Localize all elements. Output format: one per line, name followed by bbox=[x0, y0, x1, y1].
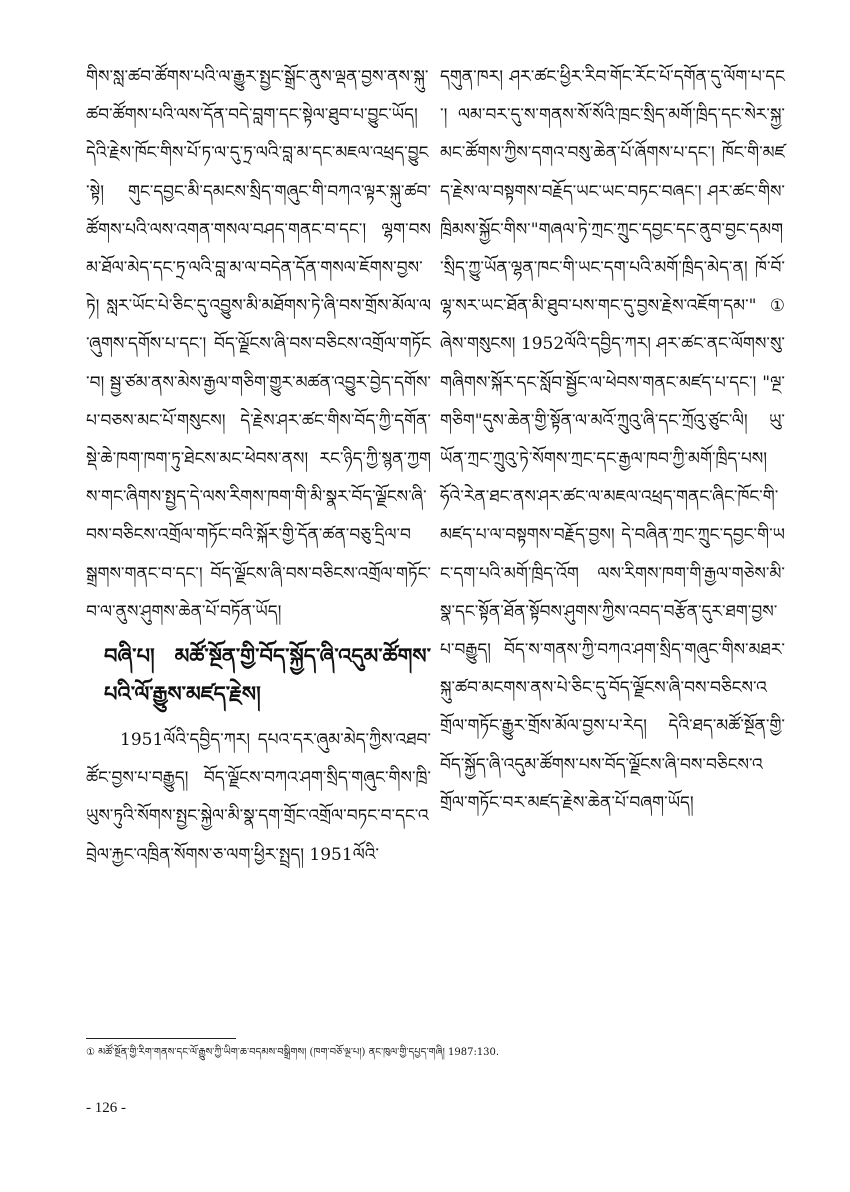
right-paragraph-1: དགུན་ཁར། ཤར་ཚང་ཕྱིར་རིབ་གོང་རོང་པོ་དགོན་དུ་ལོག་པ་དང་། ལམ་བར་དུ་ས་གནས་སོ་སོའི་ཁྲང་སྲིད་མགོ་ཁྲིད་དང་སེར་སྐྱ་མང་ཚོགས་ཀྱིས་དགའ་བསུ་ཆེན་པོ་ཞོགས་པ་དང་། ཁོང་གི་མཛད་རྗེས་ལ་བསྟགས་བརྗོད་ཡང་ཡང་བཏང་བཞང་། ཤར་ཚང་གིས་ཁྲིམས་སྐྱོང་གིས་"གཞལ་ཏེ་ཀྲང་ཀྲུང་དབྱང་དང་ནུབ་བྱང་དམག་སྲིད་ཀྱུ་ཡོན་ལྷན་ཁང་གི་ཡང་དག་པའི་མགོ་ཁྲིད་མེད་ན། ཁོ་བོ་ལྷ་སར་ཡང་ཐོན་མི་ཐུབ་པས་གང་དུ་བྱས་རྗེས་འཇོག་དམ་"①ཞེས་གསུངས། 1952ལོའི་དབྱིད་ཀར། ཤར་ཚང་ནང་ལོགས་སུ་གཞིགས་སྐོར་དང་སློབ་སྦྱོང་ལ་ཕེབས་གནང་མཛད་པ་དང་། "ལྔ་གཅིག"དུས་ཆེན་གྱི་སྟོན་ལ་མའོ་ཀྲུའུ་ཞི་དང་ཀྲོའུ་ཙུང་ལི། ཡུ་ཡོན་ཀྲང་ཀྲུའུ་ཏེ་སོགས་ཀྲང་དང་རྒྱལ་ཁབ་ཀྱི་མགོ་ཁྲིད་པས། ཧོའེ་རེན་ཐང་ནས་ཤར་ཚང་ལ་མཇལ་འཕྲད་གནང་ཞིང་ཁོང་གི་མཛད་པ་ལ་བསྟགས་བརྗོད་བྱས། དེ་བཞིན་ཀྲང་ཀྲུང་དབྱང་གི་ཡང་དག་པའི་མགོ་ཁྲིད་འོག ལས་རིགས་ཁག་གི་རྒྱལ་གཅེས་མི་སྣ་དང་སྟོན་ཐོན་སྟོབས་ཤུགས་ཀྱིས་འབད་བརྩོན་དུར་ཐག་བྱས་པ་བརྒྱུད། བོད་ས་གནས་ཀྱི་བཀའ་ཤག་སྲིད་གཞུང་གིས་མཐར་སྐུ་ཚབ་མངགས་ནས་པེ་ཅིང་དུ་བོད་ལྗོངས་ཞི་བས་བཅིངས་འགྲོལ་གཏོང་རྒྱུར་གྲོས་མོལ་བྱས་པ་རེད། དེའི་ཐད་མཚོ་སྔོན་གྱི་བོད་སྐྱོད་ཞི་འདུམ་ཚོགས་པས་བོད་ལྗོངས་ཞི་བས་བཅིངས་འགྲོལ་གཏོང་བར་མཛད་རྗེས་ཆེན་པོ་བཞག་ཡོད། bbox=[440, 67, 785, 813]
footnote: ① མཚོ་སྔོན་གྱི་རིག་གནས་དང་ལོ་རྒྱུས་ཀྱི་ཡིག་ཆ་བདམས་བསྒྲིགས། (ཁག་བཅོ་ལྔ་པ།) ནང་ཁུལ་གྱི་དཔྱད་གཞི། 1987:130. bbox=[86, 1047, 500, 1058]
section-heading: བཞི་པ། མཚོ་སྔོན་གྱི་བོད་སྐྱོད་ཞི་འདུམ་ཚོགས་པའི་ལོ་རྒྱུས་མཛད་རྗེས། bbox=[104, 643, 431, 707]
page-number: - 126 - bbox=[86, 1100, 126, 1116]
left-column bbox=[86, 58, 431, 874]
right-column bbox=[440, 58, 785, 822]
left-paragraph-1: གིས་སླ་ཚབ་ཚོགས་པའི་ལ་རྒྱུར་སྤྱང་སྒྲོང་ནུས་ལྡན་བྱས་ནས་སྐུ་ཚབ་ཚོགས་པའི་ལས་དོན་བདེ་བླག་དང་སྟེལ་ཐུབ་པ་བྱུང་ཡོད། དེའི་རྗེས་ཁོང་གིས་པོ་ཏ་ལ་དུ་ཏྲ་ལའི་བླ་མ་དང་མཇལ་འཕྲད་བྱུང་སྟེ། གུང་དབྱང་མི་དམངས་སྲིད་གཞུང་གི་བཀའ་ལྟར་སྐུ་ཚབ་ཚོགས་པའི་ལས་འགན་གསལ་བཤད་གནང་བ་དང་། ལྷག་བསམ་ཐོལ་མེད་དང་ཏྲ་ལའི་བླ་མ་ལ་བདེན་དོན་གསལ་ཇོགས་བྱས་ཏེ། སླར་ཡོང་པེ་ཅིང་དུ་འབྱུས་མི་མཐོགས་ཏེ་ཞི་བས་གྲོས་མོལ་ལ་ཞུགས་དགོས་པ་དང་། བོད་ལྗོངས་ཞི་བས་བཅིངས་འགྲོལ་གཏོང་བ། སྦྱ་ཙམ་ནས་མེས་རྒྱལ་གཅིག་གྱུར་མཚན་འབྱུར་བྱེད་དགོས་པ་བཅས་མང་པོ་གསུངས། དེ་རྗེས་ཤར་ཚང་གིས་བོད་ཀྱི་དགོན་སྡེ་ཆེ་ཁག་ཁག་ཏུ་ཐེངས་མང་ཕེབས་ནས། རང་ཉིད་ཀྱི་སྙན་ཀྱགས་གང་ཞིགས་སྤྱད་དེ་ལས་རིགས་ཁག་གི་མི་སྣར་བོད་ལྗོངས་ཞི་བས་བཅིངས་འགྲོལ་གཏོང་བའི་སྐོར་གྱི་དོན་ཚན་བཅུ་དྲིལ་བསྒྲགས་གནང་བ་དང་། བོད་ལྗོངས་ཞི་བས་བཅིངས་འགྲོལ་གཏོང་བ་ལ་ནུས་ཤུགས་ཆེན་པོ་བཏོན་ཡོད། bbox=[86, 67, 431, 622]
footnote-divider bbox=[86, 1038, 236, 1039]
left-paragraph-2: 1951ལོའི་དབྱིད་ཀར། དཔའ་དར་ཞུམ་མེད་ཀྱིས་འཐབ་ཚོང་བྱས་པ་བརྒྱུད། བོད་ལྗོངས་བཀའ་ཤག་སྲིད་གཞུང་གིས་ཁྲི་ཡུས་ཏུའི་སོགས་སྤྱང་སྐྱེལ་མི་སྣ་དག་གྲོང་འགྲོལ་བཏང་བ་དང་འབྲེལ་རྐྱང་འཁྲིན་སོགས་ཅ་ལག་ཕྱིར་སྤྲད། 1951ལོའི་ bbox=[86, 730, 431, 865]
